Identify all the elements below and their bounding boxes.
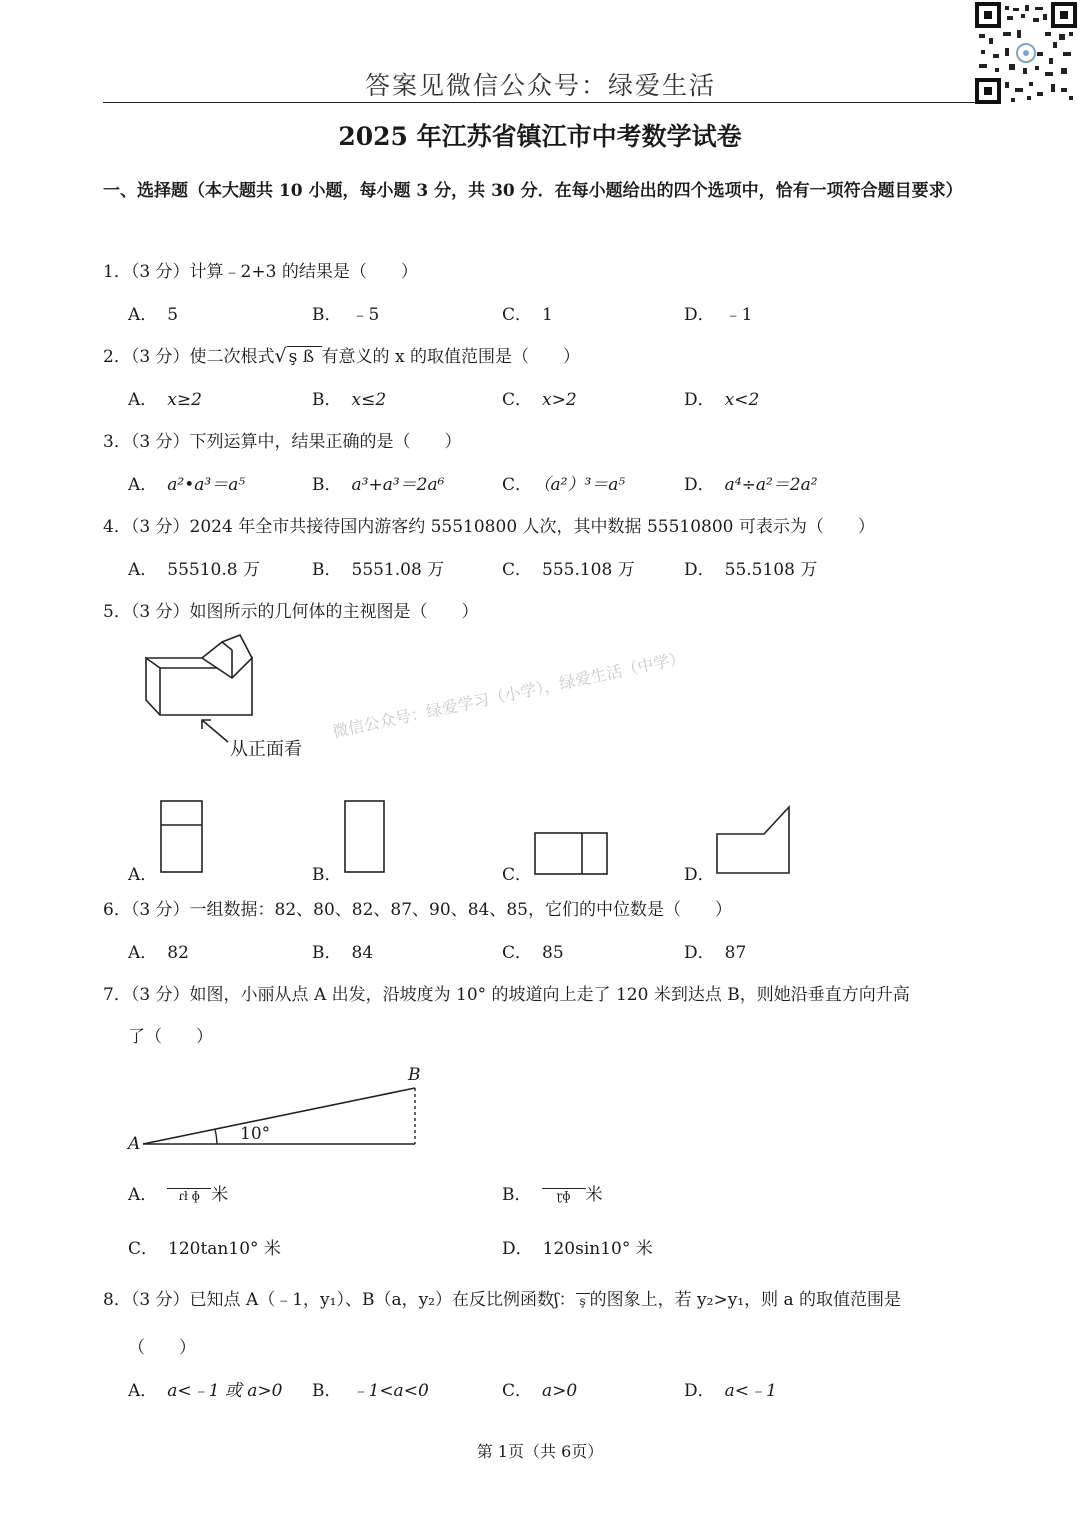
q7-option-c: C． 120tan10° 米 xyxy=(128,1239,281,1259)
q2-option-c: C． x>2 xyxy=(502,390,577,410)
point-b-label: B xyxy=(408,1065,421,1085)
slope-figure xyxy=(125,1062,435,1157)
q8-option-b: B． ﹣1<a<0 xyxy=(312,1381,429,1401)
q7-option-b: B． ɽɸ 米 xyxy=(502,1185,603,1205)
q5-option-a: A． xyxy=(128,865,158,885)
q7-option-b-fraction: ɽɸ xyxy=(542,1188,586,1203)
q5-option-d-figure xyxy=(714,802,794,876)
question-6: 6．（3 分）一组数据：82、80、82、87、90、84、85，它们的中位数是（ ） xyxy=(103,900,732,920)
page-title: 2025 年江苏省镇江市中考数学试卷 xyxy=(338,122,742,151)
question-7-line-1: 7．（3 分）如图，小丽从点 A 出发，沿坡度为 10° 的坡道向上走了 120 米到达点 B，则她沿垂直方向升高 xyxy=(103,985,910,1005)
q2-option-b: B． x≤2 xyxy=(312,390,387,410)
q4-option-c: C． 555.108 万 xyxy=(502,560,635,580)
q3-option-d: D． a⁴÷a²＝2a² xyxy=(684,475,818,495)
q1-option-c: C． 1 xyxy=(502,305,553,325)
question-7-line-2: 了（ ） xyxy=(128,1027,213,1047)
q6-option-a: A． 82 xyxy=(128,943,189,963)
section-heading: 一、选择题（本大题共 10 小题，每小题 3 分，共 30 分．在每小题给出的四个选项中，恰有一项符合题目要求） xyxy=(103,181,963,201)
q6-option-d: D． 87 xyxy=(684,943,747,963)
q3-option-b: B． a³+a³＝2a⁶ xyxy=(312,475,445,495)
header-rule xyxy=(103,102,976,103)
q5-option-c-figure xyxy=(532,830,612,878)
q5-option-a-figure xyxy=(158,798,206,876)
q8-fraction: ş xyxy=(576,1293,590,1308)
question-8-line-2: （ ） xyxy=(128,1338,196,1358)
q6-option-c: C． 85 xyxy=(502,943,564,963)
q4-option-d: D． 55.5108 万 xyxy=(684,560,818,580)
q4-option-a: A． 55510.8 万 xyxy=(128,560,260,580)
q4-option-b: B． 5551.08 万 xyxy=(312,560,445,580)
q8-option-d: D． a<﹣1 xyxy=(684,1381,777,1401)
q6-option-b: B． 84 xyxy=(312,943,374,963)
solid-figure xyxy=(140,630,270,730)
header-text: 答案见微信公众号：绿爱生活 xyxy=(365,71,717,100)
q8-option-c: C． a>0 xyxy=(502,1381,578,1401)
qr-code-icon xyxy=(975,2,1077,104)
question-1: 1．（3 分）计算﹣2+3 的结果是（ ） xyxy=(103,262,418,282)
q2-option-d: D． x<2 xyxy=(684,390,760,410)
question-3: 3．（3 分）下列运算中，结果正确的是（ ） xyxy=(103,432,462,452)
q5-option-b-figure xyxy=(342,798,388,876)
q7-option-d: D． 120sin10° 米 xyxy=(502,1239,653,1259)
watermark: 微信公众号：绿爱学习（小学），绿爱生活（中学） xyxy=(330,648,687,742)
question-2: 2．（3 分）使二次根式√ ş ß 有意义的 x 的取值范围是（ ） xyxy=(103,345,580,367)
q7-option-a: A． ɾł ɸ 米 xyxy=(128,1185,229,1205)
point-a-label: A xyxy=(128,1134,141,1154)
q3-option-a: A． a²•a³＝a⁵ xyxy=(128,475,246,495)
question-8: 8．（3 分）已知点 A（﹣1，y₁）、B（a，y₂）在反比例函数ʃ： ş 的图象上，若 y₂>y₁，则 a 的取值范围是 xyxy=(103,1290,902,1310)
q1-option-b: B． ﹣5 xyxy=(312,305,380,325)
page-footer: 第 1页（共 6页） xyxy=(476,1442,604,1461)
question-5: 5．（3 分）如图所示的几何体的主视图是（ ） xyxy=(103,602,479,622)
q3-option-c: C． （a²）³＝a⁵ xyxy=(502,475,626,495)
q7-option-a-fraction: ɾł ɸ xyxy=(167,1188,211,1203)
view-direction-label: 从正面看 xyxy=(230,739,302,760)
q2-option-a: A． x≥2 xyxy=(128,390,202,410)
q1-option-a: A． 5 xyxy=(128,305,179,325)
angle-label: 10° xyxy=(240,1124,271,1144)
question-4: 4．（3 分）2024 年全市共接待国内游客约 55510800 人次，其中数据 55510800 可表示为（ ） xyxy=(103,517,875,537)
q1-option-d: D． ﹣1 xyxy=(684,305,753,325)
q5-option-d: D． xyxy=(684,865,715,885)
q5-option-c: C． xyxy=(502,865,533,885)
q5-option-b: B． xyxy=(312,865,342,885)
radicand: ş ß xyxy=(288,347,320,367)
q8-option-a: A． a<﹣1 或 a>0 xyxy=(128,1381,283,1401)
